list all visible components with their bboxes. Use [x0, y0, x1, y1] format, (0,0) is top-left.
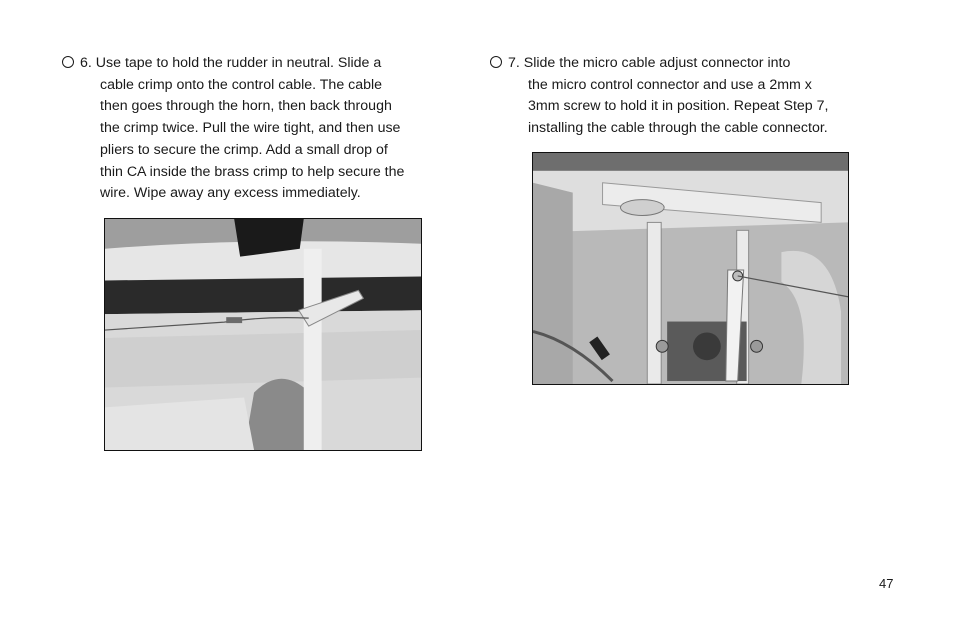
step-6-instructions	[62, 53, 432, 205]
step-6-line-3: then goes through the horn, then back through	[100, 98, 392, 115]
step-7-line-4: installing the cable through the cable connector.	[528, 120, 828, 137]
checkbox-circle-icon[interactable]	[62, 56, 74, 68]
step-7-text-1: 7. Slide the micro cable adjust connector into	[508, 55, 791, 71]
rudder-horn-photo	[104, 218, 422, 451]
step-6-line-4: the crimp twice. Pull the wire tight, and then use	[100, 120, 401, 137]
page-number: 47	[879, 576, 894, 591]
checkbox-circle-icon[interactable]	[490, 56, 502, 68]
step-7-line-2: the micro control connector and use a 2mm x	[528, 76, 812, 93]
servo-connector-photo	[532, 152, 849, 385]
step-7-line-3: 3mm screw to hold it in position. Repeat Step 7,	[528, 98, 829, 115]
step-6-line-5: pliers to secure the crimp. Add a small drop of	[100, 141, 388, 158]
step-7-instructions	[490, 53, 870, 140]
step-6-line-7: wire. Wipe away any excess immediately.	[100, 185, 361, 202]
step-6-text-1: 6. Use tape to hold the rudder in neutral. Slide a	[80, 55, 382, 71]
step-6-line-6: thin CA inside the brass crimp to help secure the	[100, 163, 405, 180]
step-6-line-1	[62, 53, 432, 75]
step-7-line-1	[490, 53, 870, 75]
step-6-line-2: cable crimp onto the control cable. The cable	[100, 76, 383, 93]
